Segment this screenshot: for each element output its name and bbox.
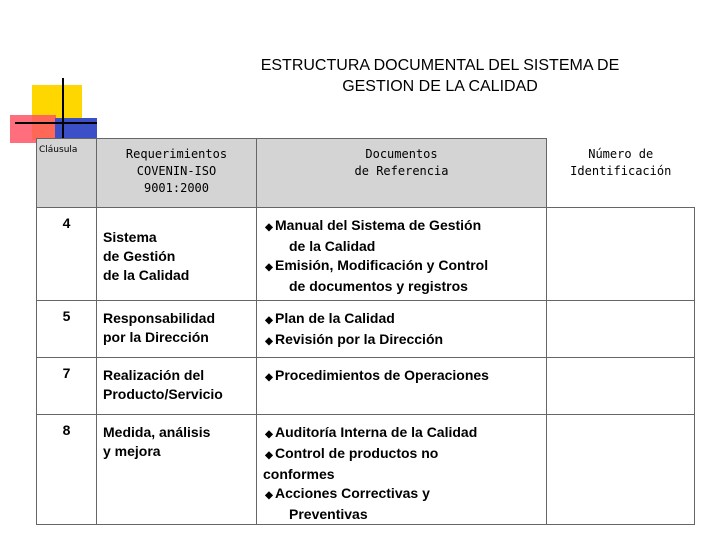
table-header-row bbox=[37, 139, 695, 208]
logo-horizontal-line bbox=[15, 122, 97, 124]
diamond-bullet-icon: ◆ bbox=[265, 336, 273, 347]
list-item: ◆ Manual del Sistema de Gestión bbox=[263, 216, 546, 237]
diamond-bullet-icon: ◆ bbox=[265, 372, 273, 383]
diamond-bullet-icon: ◆ bbox=[265, 490, 273, 501]
header-clausula: Cláusula bbox=[37, 139, 97, 208]
list-item-continuation: Preventivas bbox=[289, 506, 368, 522]
list-item: ◆ Plan de la Calidad bbox=[263, 309, 546, 330]
requerimiento-cell: Medida, análisis y mejora bbox=[97, 415, 257, 525]
list-item: ◆ Procedimientos de Operaciones bbox=[263, 366, 546, 387]
documentos-cell bbox=[257, 301, 547, 358]
requerimiento-cell: Sistema de Gestión de la Calidad bbox=[97, 208, 257, 301]
documentos-cell bbox=[257, 358, 547, 415]
list-item-continuation: de la Calidad bbox=[289, 238, 376, 254]
header-documentos: Documentos de Referencia bbox=[257, 139, 547, 208]
diamond-bullet-icon: ◆ bbox=[265, 429, 273, 440]
list-item: ◆ Control de productos no bbox=[263, 444, 546, 465]
numero-cell bbox=[547, 301, 695, 358]
clausula-cell: 8 bbox=[37, 415, 97, 525]
documentos-cell bbox=[257, 208, 547, 301]
logo-vertical-line bbox=[62, 78, 64, 140]
list-item-continuation: conformes bbox=[263, 466, 335, 482]
requerimiento-cell: Realización del Producto/Servicio bbox=[97, 358, 257, 415]
clausula-cell: 7 bbox=[37, 358, 97, 415]
list-item-continuation: de documentos y registros bbox=[289, 278, 468, 294]
documentos-cell bbox=[257, 415, 547, 525]
diamond-bullet-icon: ◆ bbox=[265, 222, 273, 233]
numero-cell bbox=[547, 208, 695, 301]
numero-cell bbox=[547, 415, 695, 525]
diamond-bullet-icon: ◆ bbox=[265, 262, 273, 273]
list-item: ◆ Auditoría Interna de la Calidad bbox=[263, 423, 546, 444]
list-item: ◆ Revisión por la Dirección bbox=[263, 330, 546, 351]
diamond-bullet-icon: ◆ bbox=[265, 315, 273, 326]
table-row bbox=[37, 301, 695, 358]
diamond-bullet-icon: ◆ bbox=[265, 450, 273, 461]
table-row bbox=[37, 415, 695, 525]
table-row bbox=[37, 208, 695, 301]
clausula-cell: 5 bbox=[37, 301, 97, 358]
clausula-cell: 4 bbox=[37, 208, 97, 301]
page-title: ESTRUCTURA DOCUMENTAL DEL SISTEMA DE GESTION DE LA CALIDAD bbox=[260, 57, 620, 95]
numero-cell bbox=[547, 358, 695, 415]
list-item: ◆ Acciones Correctivas y bbox=[263, 484, 546, 505]
list-item: ◆ Emisión, Modificación y Control bbox=[263, 256, 546, 277]
table-row bbox=[37, 358, 695, 415]
logo bbox=[0, 0, 110, 160]
document-structure-table bbox=[36, 138, 695, 525]
requerimiento-cell: Responsabilidad por la Dirección bbox=[97, 301, 257, 358]
header-numero: Número de Identificación bbox=[547, 139, 695, 208]
header-requerimientos: Requerimientos COVENIN-ISO 9001:2000 bbox=[97, 139, 257, 208]
